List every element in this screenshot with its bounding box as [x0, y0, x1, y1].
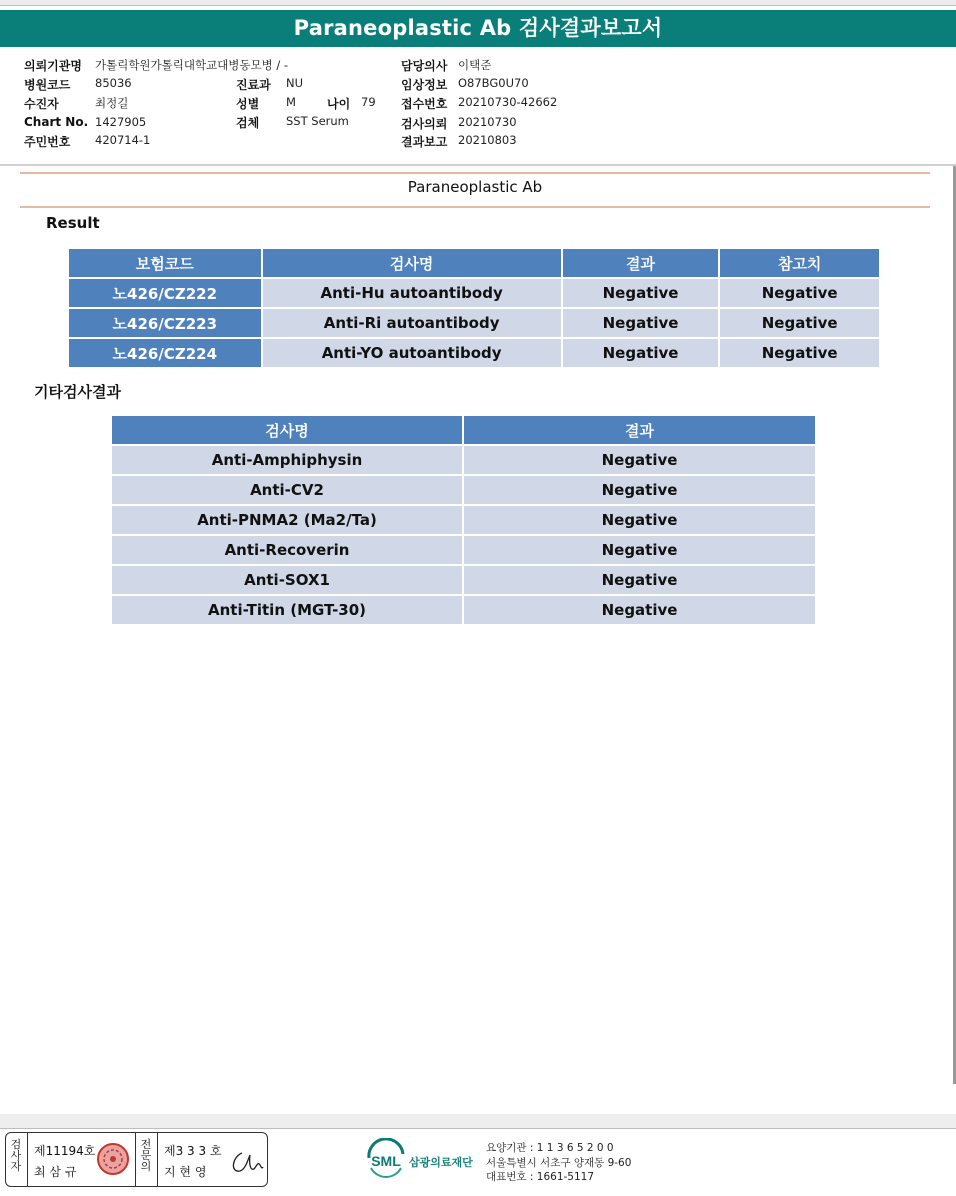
reference-cell: Negative	[719, 338, 880, 368]
chart-value: 1427905	[95, 115, 147, 129]
organization-name: 삼광의료재단	[409, 1156, 473, 1169]
organization-address: 서울특별시 서초구 양재동 9-60	[486, 1157, 632, 1169]
table-row	[68, 278, 880, 308]
footer-band	[0, 1114, 956, 1128]
report-title: Paraneoplastic Ab 검사결과보고서	[0, 10, 956, 47]
specialist-col	[158, 1133, 268, 1186]
test-name-cell: Anti-Titin (MGT-30)	[111, 595, 463, 625]
other-results-table	[110, 414, 817, 626]
receipt-value: 20210730-42662	[458, 95, 558, 109]
result-heading: Result	[46, 214, 100, 232]
organization-code: 요양기관 : 1 1 3 6 5 2 0 0	[486, 1142, 614, 1154]
hospital-code-value: 85036	[95, 76, 132, 90]
table-row	[111, 595, 816, 625]
result-table	[67, 247, 881, 369]
department-value: NU	[286, 76, 304, 90]
col-reference: 참고치	[719, 248, 880, 278]
tester-vertical-label: 검사자	[10, 1138, 22, 1173]
table-row	[111, 535, 816, 565]
result-cell: Negative	[463, 595, 816, 625]
section-top-rule	[20, 172, 930, 174]
insurance-code-cell: 노426/CZ224	[68, 338, 262, 368]
institution-value: 가톨릭학원가톨릭대학교대병동모병 / -	[95, 58, 289, 72]
request-value: 20210730	[458, 115, 517, 129]
result-table-header	[68, 248, 880, 278]
patient-label: 수진자	[24, 97, 59, 111]
col-test-name: 검사명	[111, 415, 463, 445]
other-table-header	[111, 415, 816, 445]
result-cell: Negative	[463, 475, 816, 505]
result-cell: Negative	[463, 505, 816, 535]
reference-cell: Negative	[719, 278, 880, 308]
request-label: 검사의뢰	[401, 117, 448, 131]
signature-box	[5, 1132, 268, 1187]
table-row	[111, 505, 816, 535]
specialist-label-col	[136, 1133, 158, 1186]
test-name-cell: Anti-Recoverin	[111, 535, 463, 565]
col-result: 결과	[463, 415, 816, 445]
sml-logo-text: SML	[371, 1153, 401, 1169]
chart-label: Chart No.	[24, 115, 89, 129]
result-cell: Negative	[463, 535, 816, 565]
report-label: 결과보고	[401, 135, 448, 149]
test-name-cell: Anti-CV2	[111, 475, 463, 505]
age-value: 79	[361, 95, 376, 109]
test-name-cell: Anti-Amphiphysin	[111, 445, 463, 475]
organization-phone: 대표번호 : 1661-5117	[486, 1171, 595, 1183]
tester-label-col	[6, 1133, 28, 1186]
report-value: 20210803	[458, 133, 517, 147]
col-result: 결과	[562, 248, 720, 278]
specialist-name: 지 현 영	[164, 1165, 207, 1179]
specimen-label: 검체	[236, 116, 260, 130]
doctor-label: 담당의사	[401, 59, 448, 73]
table-row	[68, 338, 880, 368]
age-label: 나이	[327, 97, 351, 111]
top-border	[0, 0, 956, 6]
specimen-value: SST Serum	[286, 114, 349, 128]
table-row	[68, 308, 880, 338]
id-value: 420714-1	[95, 133, 151, 147]
result-cell: Negative	[562, 338, 720, 368]
signature-icon	[228, 1147, 264, 1177]
patient-info-block	[0, 52, 956, 162]
specialist-vertical-label: 전문의	[140, 1138, 152, 1173]
footer-divider	[0, 1128, 956, 1129]
test-name-cell: Anti-SOX1	[111, 565, 463, 595]
tester-col	[28, 1133, 136, 1186]
section-bottom-rule	[20, 206, 930, 208]
id-label: 주민번호	[24, 135, 71, 149]
table-row	[111, 475, 816, 505]
sex-value: M	[286, 95, 296, 109]
section-title: Paraneoplastic Ab	[407, 178, 543, 196]
col-insurance-code: 보험코드	[68, 248, 262, 278]
department-label: 진료과	[236, 78, 271, 92]
test-name-cell: Anti-Ri autoantibody	[262, 308, 562, 338]
sml-logo-icon	[365, 1138, 407, 1180]
insurance-code-cell: 노426/CZ223	[68, 308, 262, 338]
result-cell: Negative	[562, 308, 720, 338]
result-cell: Negative	[463, 445, 816, 475]
test-name-cell: Anti-Hu autoantibody	[262, 278, 562, 308]
tester-name: 최 삼 규	[34, 1165, 77, 1179]
result-cell: Negative	[562, 278, 720, 308]
result-cell: Negative	[463, 565, 816, 595]
clinical-label: 임상정보	[401, 78, 448, 92]
table-row	[111, 565, 816, 595]
specialist-license: 제3 3 3 호	[164, 1144, 222, 1158]
seal-stamp-icon	[96, 1142, 130, 1176]
test-name-cell: Anti-PNMA2 (Ma2/Ta)	[111, 505, 463, 535]
sex-label: 성별	[236, 97, 260, 111]
table-row	[111, 445, 816, 475]
institution-label: 의뢰기관명	[24, 59, 82, 73]
test-name-cell: Anti-YO autoantibody	[262, 338, 562, 368]
insurance-code-cell: 노426/CZ222	[68, 278, 262, 308]
patient-value: 최정길	[95, 96, 129, 110]
clinical-value: O87BG0U70	[458, 76, 529, 90]
reference-cell: Negative	[719, 308, 880, 338]
tester-license: 제11194호	[34, 1144, 96, 1158]
hospital-code-label: 병원코드	[24, 78, 71, 92]
col-test-name: 검사명	[262, 248, 562, 278]
info-divider	[0, 164, 956, 166]
receipt-label: 접수번호	[401, 97, 448, 111]
doctor-value: 이택준	[458, 58, 492, 72]
other-results-heading: 기타검사결과	[34, 383, 121, 401]
